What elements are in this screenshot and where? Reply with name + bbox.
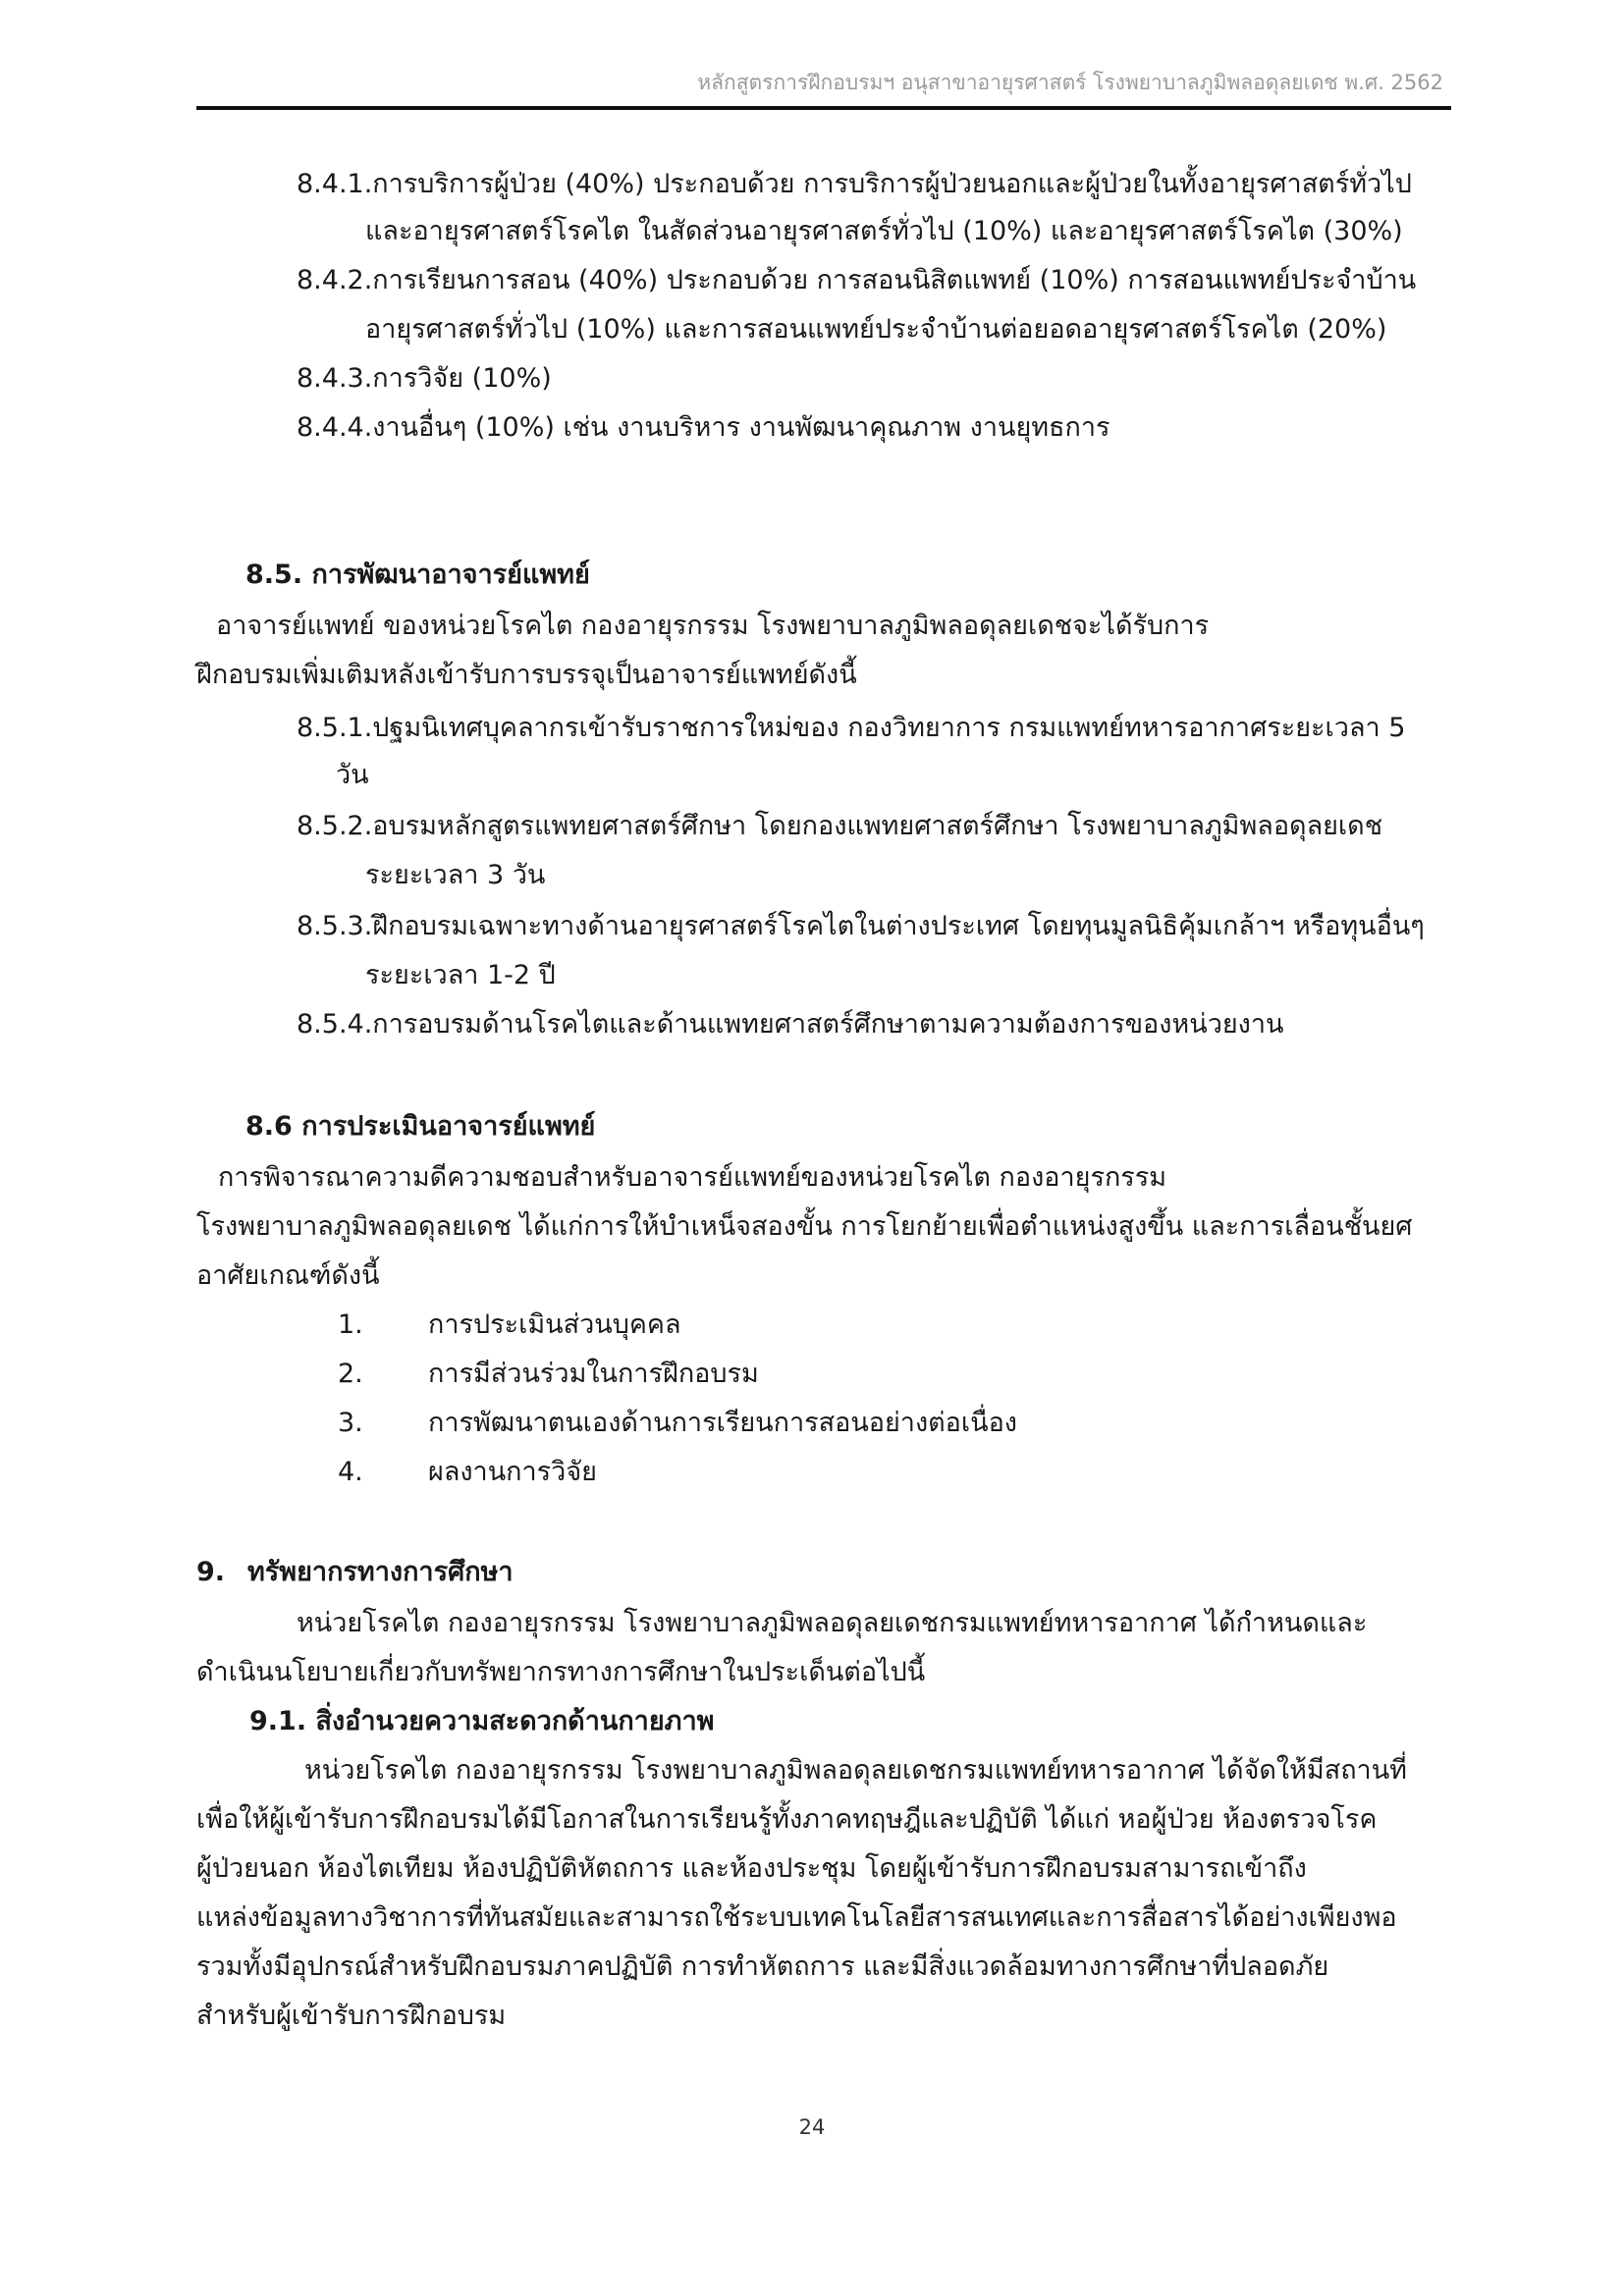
section-8-5-intro-line-1: อาจารย์แพทย์ ของหน่วยโรคไต กองอายุรกรรม โรงพยาบาลภูมิพลอดุลยเดชจะได้รับการ xyxy=(216,611,1210,641)
item-8-4-1-line-1: 8.4.1.การบริการผู้ป่วย (40%) ประกอบด้วย การบริการผู้ป่วยนอกและผู้ป่วยในทั้งอายุรศาสตร์ทั่วไป xyxy=(297,169,1412,199)
heading-9: ทรัพยากรทางการศึกษา xyxy=(247,1557,514,1587)
section-9-1-para-line-4: แหล่งข้อมูลทางวิชาการที่ทันสมัยและสามารถใช้ระบบเทคโนโลยีสารสนเทศและการสื่อสารได้อย่างเพียงพอ xyxy=(196,1902,1397,1933)
item-8-4-2-line-1: 8.4.2.การเรียนการสอน (40%) ประกอบด้วย การสอนนิสิตแพทย์ (10%) การสอนแพทย์ประจำบ้าน xyxy=(297,265,1417,295)
item-8-5-3-line-2: ระยะเวลา 1-2 ปี xyxy=(365,960,556,990)
section-9-1-para-line-6: สำหรับผู้เข้ารับการฝึกอบรม xyxy=(196,2001,507,2031)
heading-9-number: 9. xyxy=(196,1557,226,1587)
item-8-5-1-line-2: วัน xyxy=(336,760,369,790)
section-9-intro-line-2: ดำเนินนโยบายเกี่ยวกับทรัพยากรทางการศึกษาในประเด็นต่อไปนี้ xyxy=(196,1657,926,1687)
heading-8-6: 8.6 การประเมินอาจารย์แพทย์ xyxy=(245,1111,596,1142)
item-8-5-4: 8.5.4.การอบรมด้านโรคไตและด้านแพทยศาสตร์ศึกษาตามความต้องการของหน่วยงาน xyxy=(297,1009,1284,1040)
section-9-1-para-line-3: ผู้ป่วยนอก ห้องไตเทียม ห้องปฏิบัติหัตถการ และห้องประชุม โดยผู้เข้ารับการฝึกอบรมสามารถเข้าถึง xyxy=(196,1853,1307,1884)
item-8-4-4: 8.4.4.งานอื่นๆ (10%) เช่น งานบริหาร งานพัฒนาคุณภาพ งานยุทธการ xyxy=(297,412,1110,443)
item-8-5-3-line-1: 8.5.3.ฝึกอบรมเฉพาะทางด้านอายุรศาสตร์โรคไตในต่างประเทศ โดยทุนมูลนิธิคุ้มเกล้าฯ หรือทุนอื่นๆ xyxy=(297,911,1425,941)
item-8-5-2-line-2: ระยะเวลา 3 วัน xyxy=(365,860,546,890)
page-number: 24 xyxy=(798,2115,826,2139)
heading-9-1: 9.1. สิ่งอำนวยความสะดวกด้านกายภาพ xyxy=(249,1706,715,1736)
running-header: หลักสูตรการฝึกอบรมฯ อนุสาขาอายุรศาสตร์ โรงพยาบาลภูมิพลอดุลยเดช พ.ศ. 2562 xyxy=(697,71,1443,94)
item-8-5-1-line-1: 8.5.1.ปฐมนิเทศบุคลากรเข้ารับราชการใหม่ของ กองวิทยาการ กรมแพทย์ทหารอากาศระยะเวลา 5 xyxy=(297,713,1406,743)
criteria-text: การประเมินส่วนบุคคล xyxy=(428,1309,681,1340)
section-9-intro-line-1: หน่วยโรคไต กองอายุรกรรม โรงพยาบาลภูมิพลอดุลยเดชกรมแพทย์ทหารอากาศ ได้กำหนดและ xyxy=(297,1608,1368,1638)
criteria-number: 3. xyxy=(338,1408,363,1438)
section-8-6-intro-line-2: โรงพยาบาลภูมิพลอดุลยเดช ได้แก่การให้บำเหน็จสองขั้น การโยกย้ายเพื่อตำแหน่งสูงขึ้น และการเลื่อนชั้นยศ xyxy=(196,1211,1413,1242)
section-9-1-para-line-2: เพื่อให้ผู้เข้ารับการฝึกอบรมได้มีโอกาสในการเรียนรู้ทั้งภาคทฤษฎีและปฏิบัติ ได้แก่ หอผู้ป่วย ห้องตรวจโรค xyxy=(196,1804,1378,1835)
section-8-6-intro-line-3: อาศัยเกณฑ์ดังนี้ xyxy=(196,1260,380,1291)
criteria-number: 1. xyxy=(338,1309,363,1340)
section-9-1-para-line-1: หน่วยโรคไต กองอายุรกรรม โรงพยาบาลภูมิพลอดุลยเดชกรมแพทย์ทหารอากาศ ได้จัดให้มีสถานที่ xyxy=(304,1755,1407,1786)
item-8-4-3: 8.4.3.การวิจัย (10%) xyxy=(297,363,552,394)
header-rule xyxy=(196,106,1451,110)
heading-8-5: 8.5. การพัฒนาอาจารย์แพทย์ xyxy=(245,560,590,590)
item-8-4-1-line-2: และอายุรศาสตร์โรคไต ในสัดส่วนอายุรศาสตร์ทั่วไป (10%) และอายุรศาสตร์โรคไต (30%) xyxy=(365,216,1403,246)
item-8-4-2-line-2: อายุรศาสตร์ทั่วไป (10%) และการสอนแพทย์ประจำบ้านต่อยอดอายุรศาสตร์โรคไต (20%) xyxy=(365,314,1387,345)
criteria-number: 4. xyxy=(338,1457,363,1487)
criteria-text: การมีส่วนร่วมในการฝึกอบรม xyxy=(428,1359,759,1389)
section-8-5-intro-line-2: ฝึกอบรมเพิ่มเติมหลังเข้ารับการบรรจุเป็นอาจารย์แพทย์ดังนี้ xyxy=(196,660,857,690)
criteria-text: การพัฒนาตนเองด้านการเรียนการสอนอย่างต่อเนื่อง xyxy=(428,1408,1017,1438)
criteria-number: 2. xyxy=(338,1359,363,1389)
section-9-1-para-line-5: รวมทั้งมีอุปกรณ์สำหรับฝึกอบรมภาคปฏิบัติ การทำหัตถการ และมีสิ่งแวดล้อมทางการศึกษาที่ปลอดภัย xyxy=(196,1951,1329,1982)
item-8-5-2-line-1: 8.5.2.อบรมหลักสูตรแพทยศาสตร์ศึกษา โดยกองแพทยศาสตร์ศึกษา โรงพยาบาลภูมิพลอดุลยเดช xyxy=(297,811,1383,841)
section-8-6-intro-line-1: การพิจารณาความดีความชอบสำหรับอาจารย์แพทย์ของหน่วยโรคไต กองอายุรกรรม xyxy=(218,1162,1167,1193)
criteria-text: ผลงานการวิจัย xyxy=(428,1457,597,1487)
